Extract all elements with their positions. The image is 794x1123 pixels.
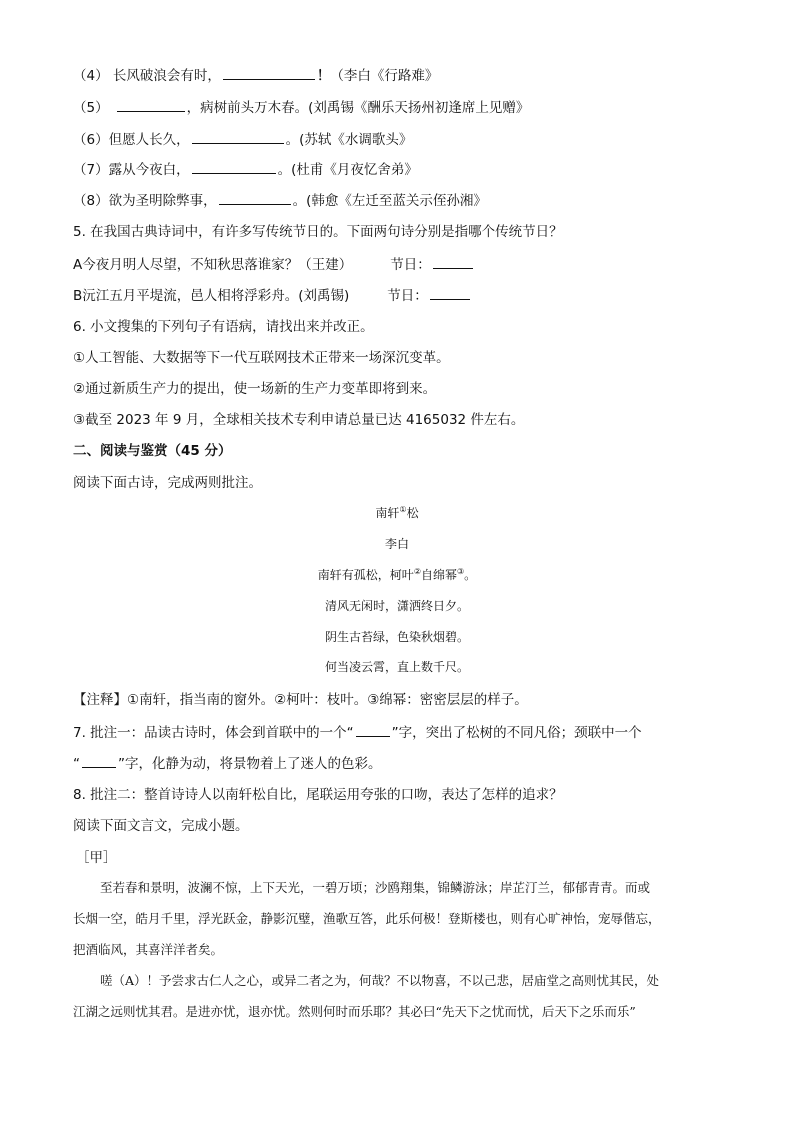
poem-author: 李白: [384, 537, 409, 551]
answer-blank[interactable]: [82, 753, 116, 768]
answer-blank[interactable]: [192, 159, 276, 174]
festival-label: 节日：: [390, 257, 431, 273]
poem-title-text: 松: [406, 506, 419, 520]
note-marker: ②: [413, 567, 421, 576]
answer-blank[interactable]: [433, 254, 473, 269]
q4-item-8: [73, 190, 487, 211]
poem-line-2: 清风无闲时，潇洒终日夕。: [324, 599, 469, 613]
item-text: （8）欲为圣明除弊事，: [73, 193, 217, 209]
q8-stem: 8. 批注二：整首诗诗人以南轩松自比，尾联运用夸张的口吻，表达了怎样的追求？: [73, 787, 563, 803]
note-marker: ①: [399, 505, 407, 514]
answer-blank[interactable]: [117, 97, 185, 112]
answer-blank[interactable]: [430, 285, 470, 300]
item-text: （7）露从今夜白，: [73, 162, 190, 178]
option-text: B沅江五月平堤流，邑人相将浮彩舟。(刘禹锡): [73, 288, 350, 304]
q6-sentence-3: ③截至 2023 年 9 月，全球相关技术专利申请总量已达 4165032 件左右。: [73, 412, 525, 428]
classical-p1-line-3: 把酒临风，其喜洋洋者矣。: [73, 942, 224, 957]
classical-intro: 阅读下面文言文，完成小题。: [73, 818, 249, 834]
q6-stem: 6. 小文搜集的下列句子有语病，请找出来并改正。: [73, 319, 374, 335]
item-text: （6）但愿人长久，: [73, 132, 190, 148]
item-source: （李白《行路难》: [330, 68, 439, 84]
item-text: （5）: [73, 100, 109, 116]
item-source: 。(杜甫《月夜忆舍弟》: [277, 162, 418, 178]
classical-p2-line-1: 嗟（A）！予尝求古仁人之心，或异二者之为，何哉？不以物喜，不以己悲，居庙堂之高则忧其民，处: [100, 973, 660, 988]
question-text: ”字，化静为动，将景物着上了迷人的色彩。: [118, 756, 382, 772]
poem-title-text: 南轩: [375, 506, 400, 520]
classical-p2-line-2: 江湖之远则忧其君。是进亦忧，退亦忧。然则何时而乐耶？其必曰“先天下之忧而忧，后天下之乐而乐”: [73, 1004, 636, 1019]
question-text: 7. 批注一：品读古诗时，体会到首联中的一个“: [73, 725, 354, 741]
answer-blank[interactable]: [219, 190, 291, 205]
poem-text: 自绵幂: [420, 568, 457, 582]
poem-line-3: 阴生古苔绿，色染秋烟碧。: [324, 630, 469, 644]
poem-line-4: 何当凌云霄，直上数千尺。: [324, 660, 469, 674]
answer-blank[interactable]: [192, 129, 284, 144]
q5-option-a: [73, 254, 475, 275]
q5-stem: 5. 在我国古典诗词中，有许多写传统节日的。下面两句诗分别是指哪个传统节日？: [73, 224, 563, 240]
festival-label: 节日：: [387, 288, 428, 304]
poem-line-1: [0, 566, 794, 584]
classical-p1-line-1: 至若春和景明，波澜不惊，上下天光，一碧万顷；沙鸥翔集，锦鳞游泳；岸芷汀兰，郁郁青青。而或: [100, 880, 651, 895]
poem-text: 。: [464, 568, 477, 582]
q5-option-b: [73, 285, 472, 306]
classical-p1-line-2: 长烟一空，皓月千里，浮光跃金，静影沉璧，渔歌互答，此乐何极！登斯楼也，则有心旷神怡，宠辱偕忘，: [73, 911, 661, 926]
answer-blank[interactable]: [223, 65, 315, 80]
poem-annotation: 【注释】①南轩，指当南的窗外。②柯叶：枝叶。③绵幂：密密层层的样子。: [73, 692, 528, 708]
section-intro: 阅读下面古诗，完成两则批注。: [73, 475, 262, 491]
option-text: A今夜月明人尽望，不知秋思落谁家？（王建）: [73, 257, 353, 273]
q4-item-7: [73, 159, 418, 180]
question-text: ”字，突出了松树的不同凡俗；颈联中一个: [391, 725, 642, 741]
item-source: 。(苏轼《水调歌头》: [285, 132, 413, 148]
text-label-jia: ［甲］: [76, 850, 117, 866]
item-text: （4） 长风破浪会有时，: [73, 68, 221, 84]
q6-sentence-1: ①人工智能、大数据等下一代互联网技术正带来一场深沉变革。: [73, 350, 450, 366]
q4-item-6: [73, 129, 412, 150]
poem-title: [0, 504, 794, 522]
q4-item-5: [73, 97, 529, 118]
question-text: “: [73, 756, 80, 772]
answer-blank[interactable]: [356, 722, 390, 737]
q4-item-4: [73, 65, 438, 86]
item-text: ，病树前头万木春。(刘禹锡《酬乐天扬州初逢席上见赠》: [186, 100, 530, 116]
q6-sentence-2: ②通过新质生产力的提出，使一场新的生产力变革即将到来。: [73, 381, 437, 397]
item-text: ！: [316, 68, 331, 84]
section-title: 二、阅读与鉴赏（45 分）: [73, 443, 232, 459]
q7-part-2: [73, 753, 382, 774]
note-marker: ③: [457, 567, 465, 576]
poem-text: 南轩有孤松，柯叶: [317, 568, 414, 582]
q7-part-1: [73, 722, 642, 743]
item-source: 。(韩愈《左迁至蓝关示侄孙湘》: [292, 193, 487, 209]
